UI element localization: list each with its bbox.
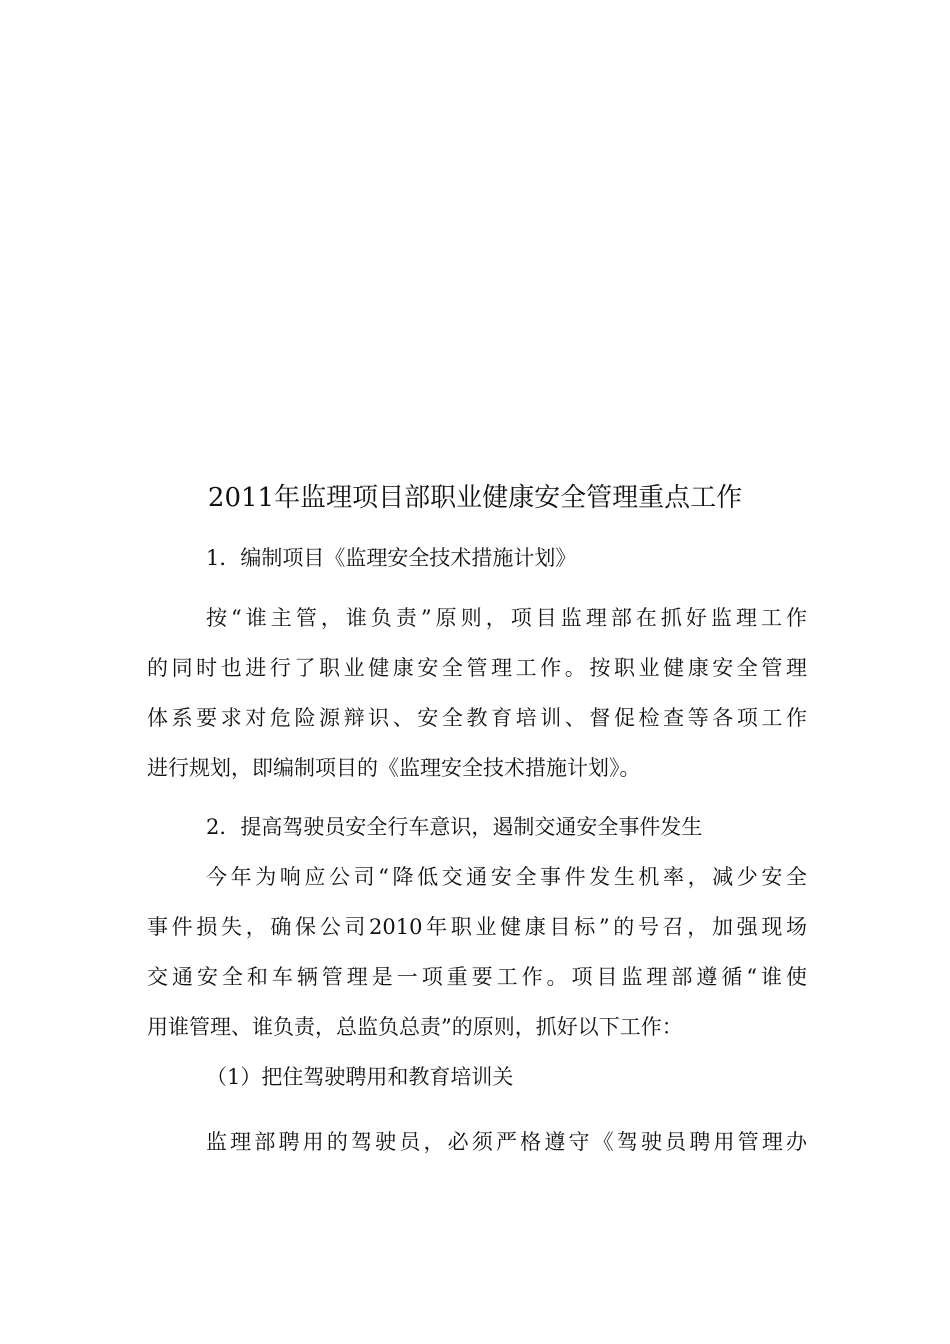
- section-2-heading: 2．提高驾驶员安全行车意识，遏制交通安全事件发生: [206, 815, 703, 839]
- section-2-paragraph-line: 用谁管理、谁负责，总监负总责”的原则，抓好以下工作：: [147, 1015, 683, 1039]
- section-2-paragraph-line: 今年为响应公司“降低交通安全事件发生机率，减少安全: [206, 865, 807, 889]
- section-2-paragraph-line: 事件损失，确保公司2010年职业健康目标”的号召，加强现场: [147, 915, 807, 939]
- section-1-paragraph-line: 的同时也进行了职业健康安全管理工作。按职业健康安全管理: [147, 656, 807, 680]
- section-1-paragraph-line: 体系要求对危险源辩识、安全教育培训、督促检查等各项工作: [147, 706, 807, 730]
- section-1-heading: 1．编制项目《监理安全技术措施计划》: [206, 546, 577, 570]
- section-1-paragraph-line: 进行规划，即编制项目的《监理安全技术措施计划》。: [147, 756, 641, 780]
- section-1-paragraph-line: 按“谁主管，谁负责”原则，项目监理部在抓好监理工作: [206, 606, 807, 630]
- document-title: 2011年监理项目部职业健康安全管理重点工作: [207, 483, 743, 513]
- subsection-1-paragraph-line: 监理部聘用的驾驶员，必须严格遵守《驾驶员聘用管理办: [206, 1130, 807, 1154]
- subsection-1-heading: （1）把住驾驶聘用和教育培训关: [206, 1065, 514, 1089]
- section-2-paragraph-line: 交通安全和车辆管理是一项重要工作。项目监理部遵循“谁使: [147, 965, 807, 989]
